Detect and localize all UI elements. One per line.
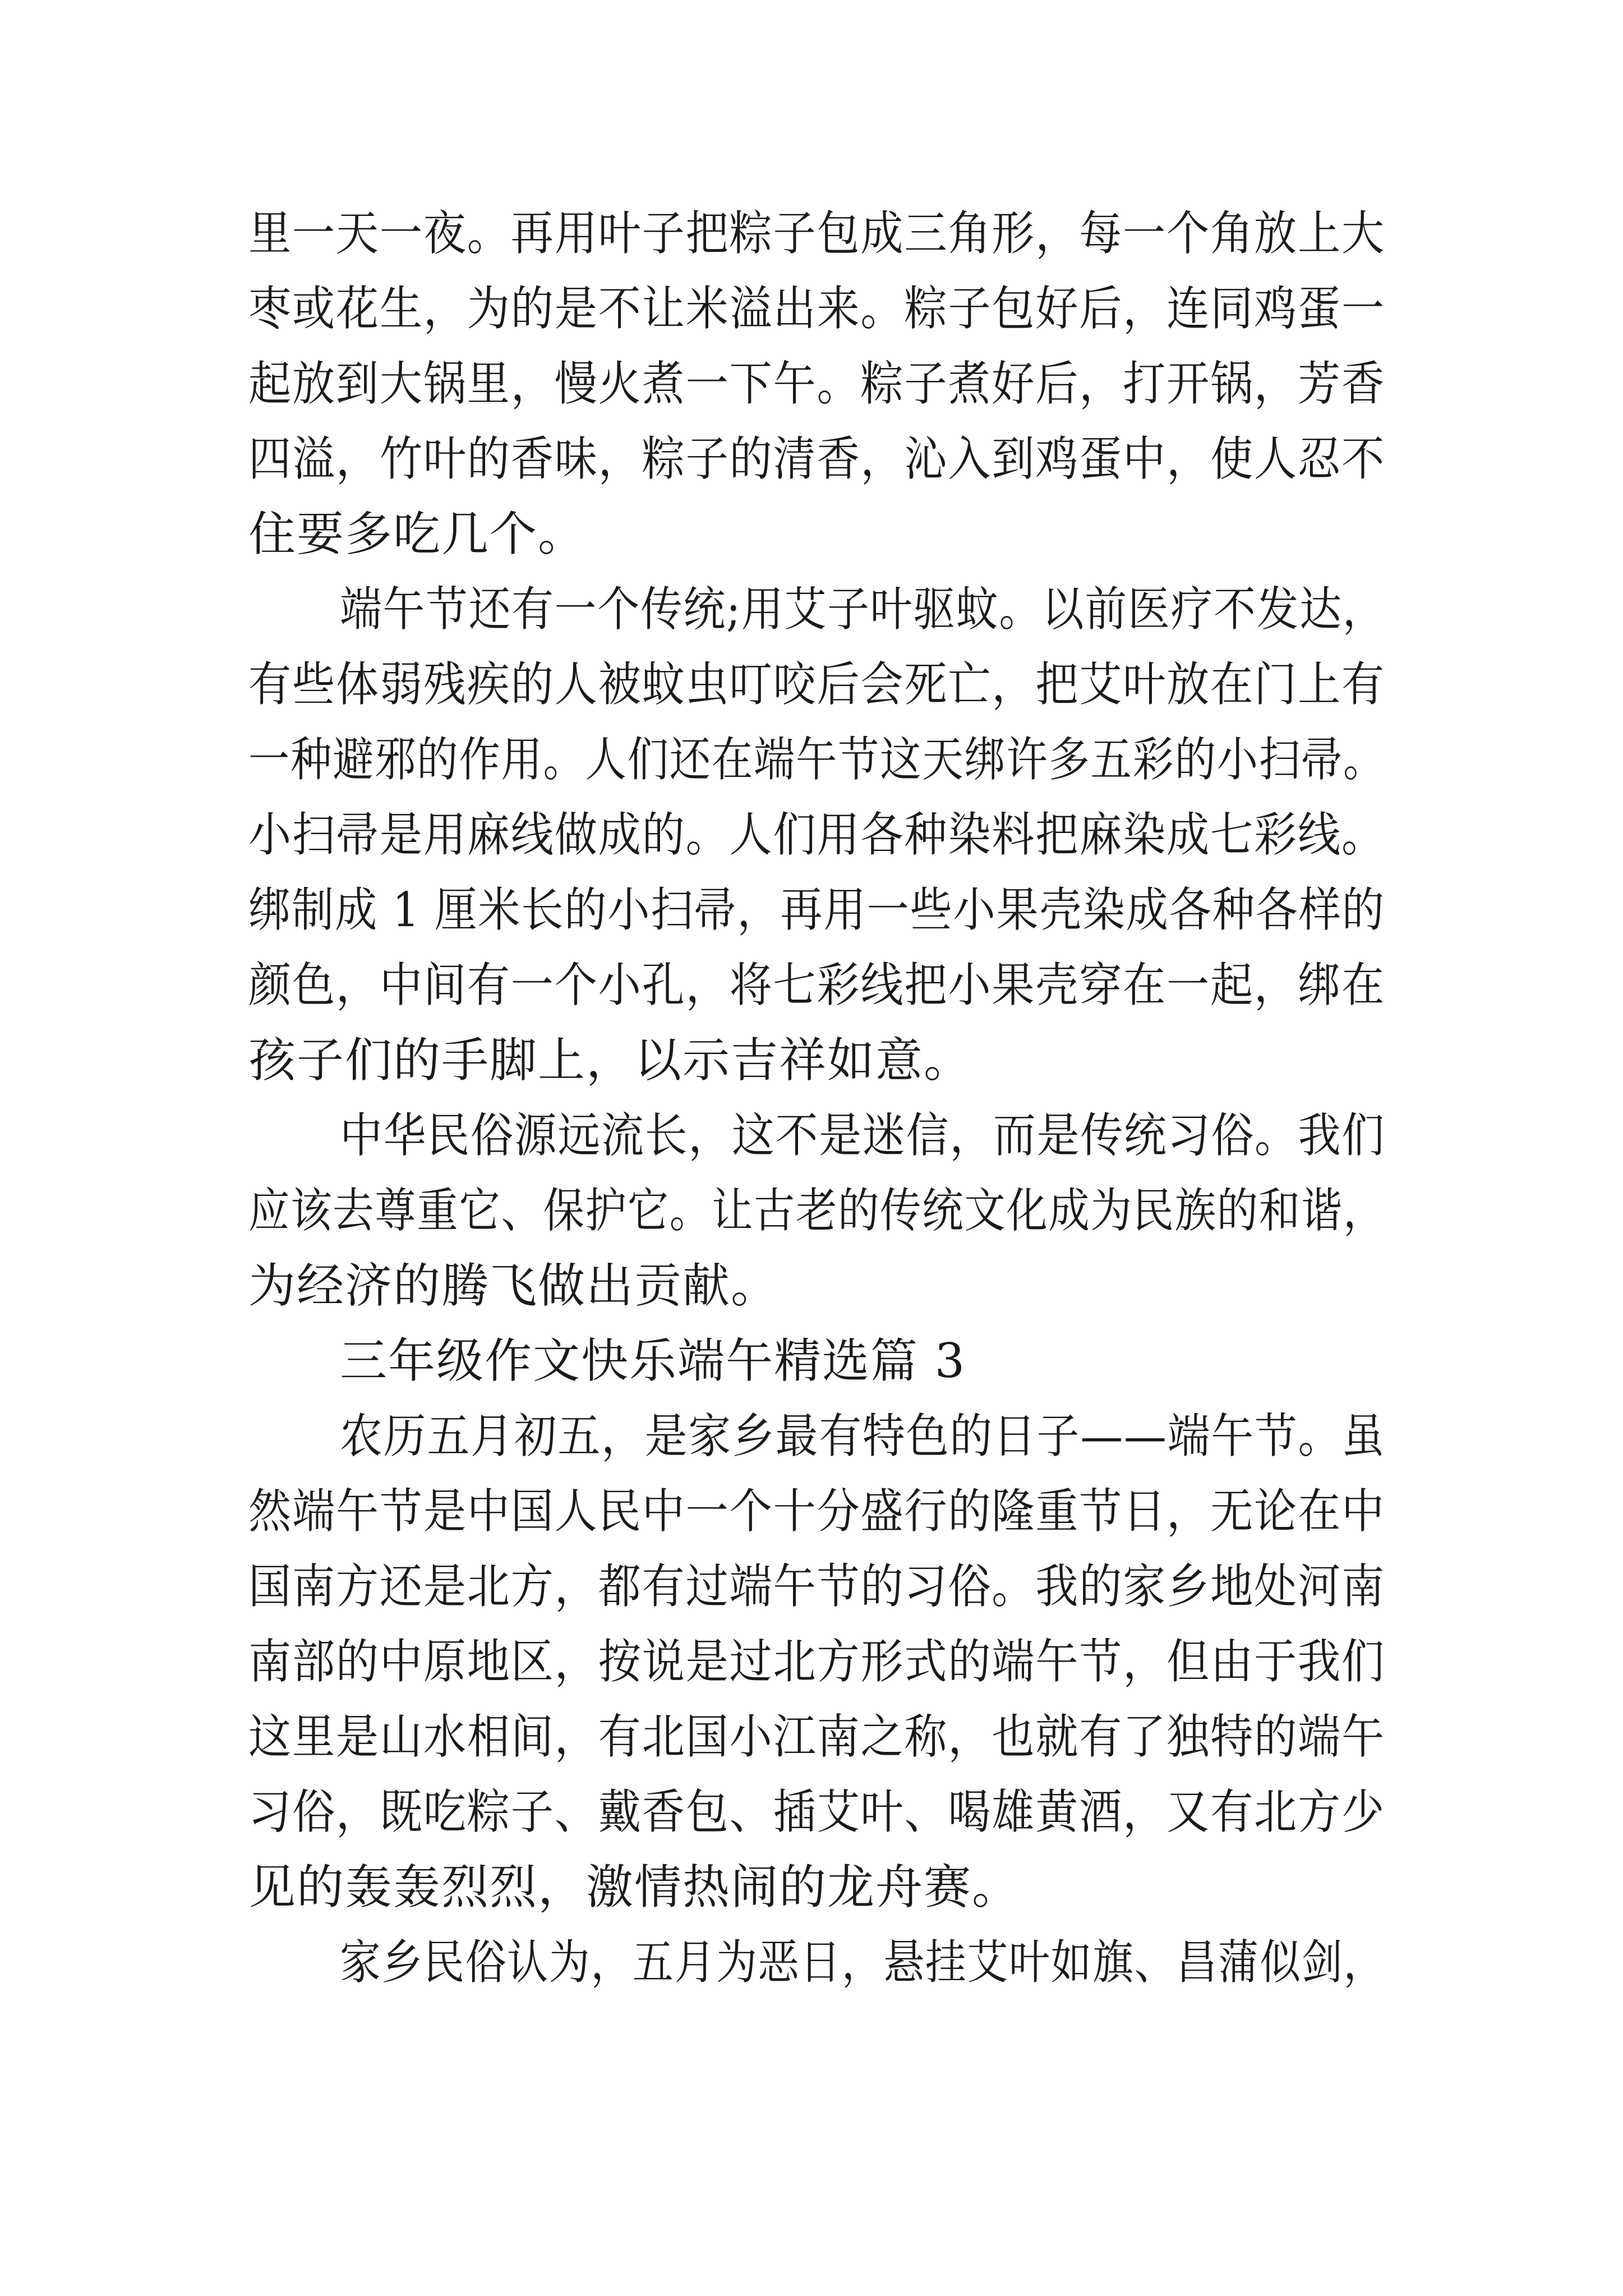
text-line: 孩子们的手脚上，以示吉祥如意。 (248, 1033, 972, 1088)
text-line: 南部的中原地区，按说是过北方形式的端午节，但由于我们 (248, 1634, 1385, 1689)
paragraph-first-line: 家乡民俗认为，五月为恶日，悬挂艾叶如旗、昌蒲似剑， (340, 1935, 1386, 1990)
paragraph-first-line: 农历五月初五，是家乡最有特色的日子——端午节。虽 (340, 1409, 1386, 1464)
text-line: 里一天一夜。再用叶子把粽子包成三角形，每一个角放上大 (248, 206, 1385, 261)
text-line: 颜色，中间有一个小孔，将七彩线把小果壳穿在一起，绑在 (248, 958, 1385, 1013)
text-line: 住要多吃几个。 (248, 507, 587, 562)
text-line: 然端午节是中国人民中一个十分盛行的隆重节日，无论在中 (248, 1484, 1385, 1539)
text-line: 有些体弱残疾的人被蚊虫叮咬后会死亡，把艾叶放在门上有 (248, 657, 1385, 712)
text-line: 四溢，竹叶的香味，粽子的清香，沁入到鸡蛋中，使人忍不 (248, 431, 1385, 486)
text-line: 见的轰轰烈烈，激情热闹的龙舟赛。 (248, 1860, 1021, 1915)
text-line: 绑制成 1 厘米长的小扫帚，再用一些小果壳染成各种各样的 (248, 882, 1385, 937)
paragraph-first-line: 中华民俗源远流长，这不是迷信，而是传统习俗。我们 (340, 1108, 1386, 1163)
text-line: 小扫帚是用麻线做成的。人们用各种染料把麻染成七彩线。 (248, 807, 1385, 862)
section-heading: 三年级作文快乐端午精选篇 3 (340, 1333, 966, 1388)
text-line: 一种避邪的作用。人们还在端午节这天绑许多五彩的小扫帚。 (248, 732, 1386, 787)
text-line: 习俗，既吃粽子、戴香包、插艾叶、喝雄黄酒，又有北方少 (248, 1784, 1385, 1839)
text-line: 起放到大锅里，慢火煮一下午。粽子煮好后，打开锅，芳香 (248, 356, 1385, 411)
text-line: 这里是山水相间，有北国小江南之称，也就有了独特的端午 (248, 1709, 1385, 1764)
text-line: 枣或花生，为的是不让米溢出来。粽子包好后，连同鸡蛋一 (248, 281, 1385, 336)
text-line: 为经济的腾飞做出贡献。 (248, 1258, 780, 1313)
text-line: 国南方还是北方，都有过端午节的习俗。我的家乡地处河南 (248, 1559, 1385, 1614)
paragraph-first-line: 端午节还有一个传统;用艾子叶驱蚊。以前医疗不发达， (340, 582, 1386, 637)
text-line: 应该去尊重它、保护它。让古老的传统文化成为民族的和谐， (248, 1183, 1386, 1238)
